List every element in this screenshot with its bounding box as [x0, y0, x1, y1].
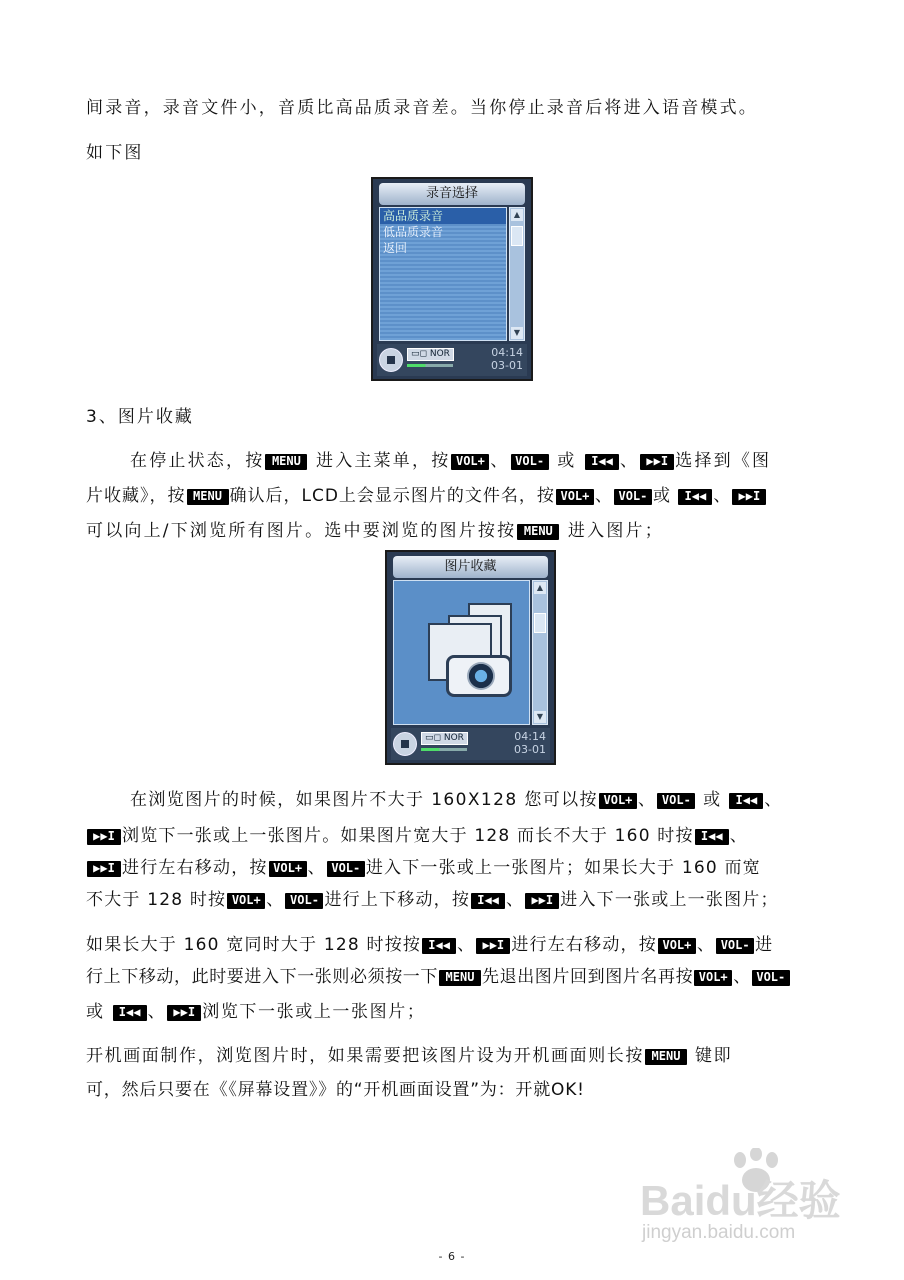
vol-down-key-icon: VOL-	[614, 489, 652, 505]
text-run: 片收藏》，按	[86, 486, 186, 506]
next-key-icon: ▶▶I	[476, 938, 510, 954]
screen-title: 录音选择	[379, 183, 525, 205]
next-key-icon: ▶▶I	[87, 861, 121, 877]
text-run: 在停止状态，按	[130, 451, 265, 471]
scrollbar	[509, 207, 525, 341]
watermark-logo: Baidu经验	[640, 1177, 841, 1224]
scroll-down-icon: ▼	[511, 327, 523, 339]
text-line	[130, 449, 826, 473]
text-run: 进入下一张或上一张图片；	[560, 890, 779, 910]
camera-lens-icon	[467, 662, 495, 690]
status-badge-label: NOR	[443, 733, 464, 743]
next-key-icon: ▶▶I	[525, 893, 559, 909]
menu-key-icon: MENU	[645, 1049, 687, 1065]
text-run: 、	[637, 790, 657, 810]
text-line	[130, 788, 826, 812]
vol-down-key-icon: VOL-	[716, 938, 754, 954]
menu-key-icon: MENU	[187, 489, 229, 505]
text-run: 键即	[688, 1046, 733, 1066]
menu-item-high-quality: 高品质录音	[380, 208, 506, 224]
photo-icon-area	[393, 580, 530, 725]
picture-favorites-screenshot	[385, 550, 556, 765]
vol-down-key-icon: VOL-	[657, 793, 695, 809]
camera-icon	[446, 655, 512, 697]
text-run: 进行左右移动，按	[122, 858, 268, 878]
text-line	[86, 1000, 826, 1024]
text-run: 或	[86, 1002, 112, 1022]
text-run: 、	[713, 486, 732, 506]
text-run: 行上下移动，此时要进入下一张则必须按一下	[86, 967, 438, 987]
text-line: 间录音，录音文件小，音质比高品质录音差。当你停止录音后将进入语音模式。	[86, 98, 758, 118]
text-run: 、	[620, 451, 640, 471]
prev-key-icon: I◀◀	[729, 793, 763, 809]
recording-select-screenshot	[371, 177, 533, 381]
vol-up-key-icon: VOL+	[227, 893, 265, 909]
vol-up-key-icon: VOL+	[451, 454, 489, 470]
text-run: 进入图片；	[560, 521, 664, 541]
scroll-thumb	[511, 226, 523, 246]
section-heading: 3、图片收藏	[86, 407, 194, 427]
vol-up-key-icon: VOL+	[658, 938, 696, 954]
next-key-icon: ▶▶I	[87, 829, 121, 845]
text-run: 进入主菜单，按	[308, 451, 451, 471]
vol-down-key-icon: VOL-	[511, 454, 549, 470]
vol-down-key-icon: VOL-	[752, 970, 790, 986]
level-meter	[407, 364, 453, 367]
prev-key-icon: I◀◀	[585, 454, 619, 470]
clock	[514, 730, 546, 756]
text-run: 浏览下一张或上一张图片。如果图片宽大于 128 而长不大于 160 时按	[122, 826, 694, 846]
text-run: 、	[490, 451, 510, 471]
menu-key-icon: MENU	[517, 524, 559, 540]
text-line	[86, 888, 826, 912]
text-run: 可以向上/下浏览所有图片。选中要浏览的图片按按	[86, 521, 517, 541]
text-line	[86, 933, 826, 957]
level-meter	[421, 748, 467, 751]
clock	[491, 346, 523, 372]
text-run: 进入下一张或上一张图片；如果长大于 160 而宽	[365, 858, 761, 878]
stop-icon	[379, 348, 403, 372]
vol-down-key-icon: VOL-	[327, 861, 365, 877]
next-key-icon: ▶▶I	[167, 1005, 201, 1021]
scroll-up-icon: ▲	[534, 582, 546, 594]
status-badge: ▭◻ NOR	[407, 348, 454, 361]
text-line	[86, 1044, 826, 1068]
text-run: 、	[764, 790, 783, 810]
vol-up-key-icon: VOL+	[694, 970, 732, 986]
text-run: 或	[549, 451, 585, 471]
prev-key-icon: I◀◀	[695, 829, 729, 845]
page-number: - 6 -	[438, 1250, 466, 1263]
text-run: 开机画面制作，浏览图片时，如果需要把该图片设为开机画面则长按	[86, 1046, 644, 1066]
prev-key-icon: I◀◀	[471, 893, 505, 909]
text-run: 、	[147, 1002, 167, 1022]
status-bar	[391, 728, 550, 760]
text-run: 如果长大于 160 宽同时大于 128 时按按	[86, 935, 422, 955]
text-run: 、	[594, 486, 613, 506]
screen-title: 图片收藏	[393, 556, 548, 578]
text-line	[86, 824, 826, 848]
text-run: 、	[307, 858, 326, 878]
vol-up-key-icon: VOL+	[556, 489, 594, 505]
status-badge-label: NOR	[429, 349, 450, 359]
text-run: 或	[696, 790, 729, 810]
prev-key-icon: I◀◀	[678, 489, 712, 505]
scroll-thumb	[534, 613, 546, 633]
status-bar	[377, 344, 527, 376]
text-run: 、	[696, 935, 716, 955]
vol-up-key-icon: VOL+	[269, 861, 307, 877]
text-run: 、	[506, 890, 525, 910]
clock-date: 03-01	[514, 743, 546, 756]
scroll-up-icon: ▲	[511, 209, 523, 221]
text-line	[86, 965, 826, 989]
scroll-down-icon: ▼	[534, 711, 546, 723]
text-run: 浏览下一张或上一张图片；	[202, 1002, 426, 1022]
menu-key-icon: MENU	[265, 454, 307, 470]
prev-key-icon: I◀◀	[422, 938, 456, 954]
clock-date: 03-01	[491, 359, 523, 372]
prev-key-icon: I◀◀	[113, 1005, 147, 1021]
text-run: 不大于 128 时按	[86, 890, 227, 910]
status-badge: ▭◻ NOR	[421, 732, 468, 745]
text-run: 进行上下移动，按	[324, 890, 471, 910]
menu-key-icon: MENU	[439, 970, 481, 986]
text-run: 先退出图片回到图片名再按	[482, 967, 694, 987]
text-line: 可，然后只要在《《屏幕设置》》的“开机画面设置”为：开就OK!	[86, 1080, 585, 1100]
vol-down-key-icon: VOL-	[285, 893, 323, 909]
menu-item-return: 返回	[383, 241, 408, 255]
text-run: 、	[733, 967, 751, 987]
text-run: 进	[755, 935, 774, 955]
text-run: 、	[266, 890, 285, 910]
text-run: 进行左右移动，按	[511, 935, 657, 955]
text-line	[86, 519, 826, 543]
text-run: 确认后，LCD上会显示图片的文件名，按	[229, 486, 555, 506]
scrollbar	[532, 580, 548, 725]
clock-time: 04:14	[491, 346, 523, 359]
baidu-watermark	[640, 1148, 850, 1248]
stop-icon	[393, 732, 417, 756]
next-key-icon: ▶▶I	[640, 454, 674, 470]
text-run: 、	[457, 935, 476, 955]
menu-item-low-quality: 低品质录音	[383, 225, 444, 239]
text-run: 选择到《图	[675, 451, 772, 471]
watermark-site: jingyan.baidu.com	[642, 1222, 796, 1243]
next-key-icon: ▶▶I	[732, 489, 766, 505]
clock-time: 04:14	[514, 730, 546, 743]
text-run: 或	[652, 486, 678, 506]
text-run: 、	[729, 826, 748, 846]
menu-list	[379, 207, 507, 341]
vol-up-key-icon: VOL+	[599, 793, 637, 809]
text-line	[86, 856, 826, 880]
text-run: 在浏览图片的时候，如果图片不大于 160X128 您可以按	[130, 790, 598, 810]
text-line	[86, 484, 826, 508]
text-line: 如下图	[86, 143, 144, 163]
